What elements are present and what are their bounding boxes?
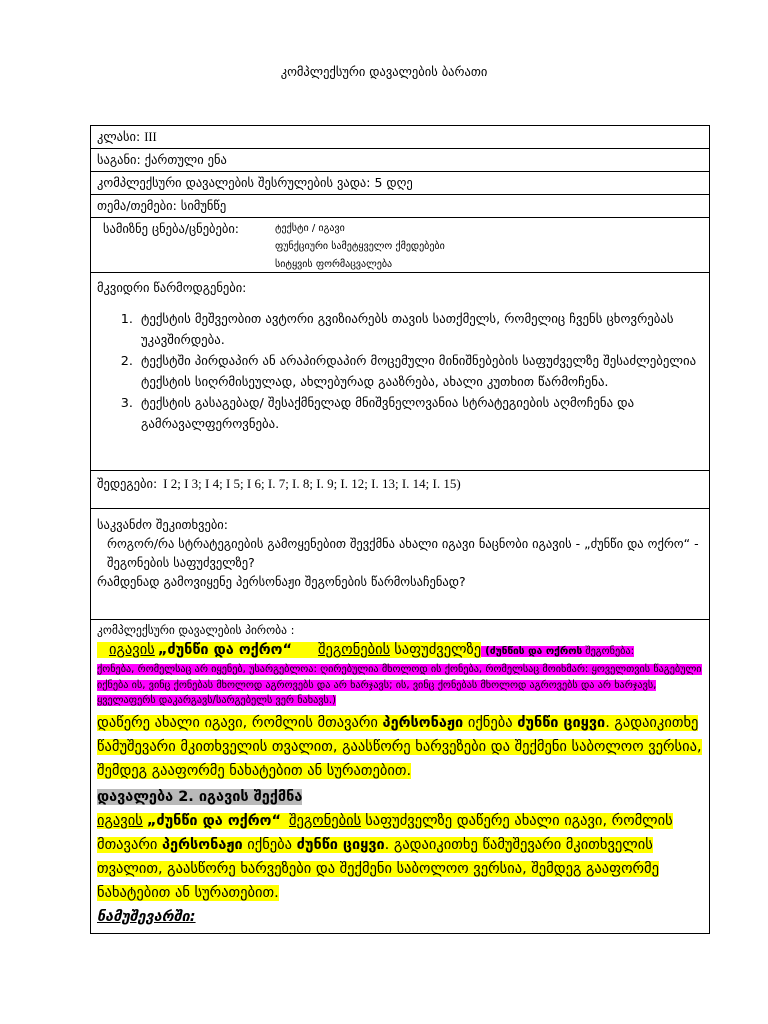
results-label: შედეგები:	[97, 476, 158, 491]
concepts-row	[91, 218, 709, 273]
class-row	[91, 126, 709, 149]
draft-label: ნამუშევარში:	[97, 908, 196, 925]
moral-text: ქონება, რომელსაც არ იყენებ, უსარგებლოა: ღირებულია მხოლოდ ის ქონება, რომელსაც მოიხმარ: ყოველთვის წაგებული იქნება ის, ვინც ქონებას მხოლოდ აგროვებს და არ ხარჯავს; ის, ვინც ქონებას მხოლოდ აგროვებს და არ ხარჯავს, ყველაფერს დაკარგავს/სარგებელს ვერ ნახავს.)	[97, 664, 702, 706]
duration-row: კომპლექსური დავალების შესრულების ვადა: 5 დღე	[91, 172, 709, 195]
task-2-text: იგავის „ძუნწი და ოქრო“ შეგონების საფუძველზე დაწერე ახალი იგავი, რომლის მთავარი პერსონაჟი იქნება ძუნწი ციყვი. გადაიკითხე წამუშევარი მკითხველის თვალით, გაასწორე ხარვეზები და შექმენი საბოლოო ვერსია, შემდეგ გააფორმე ნახატებით ან სურათებით.	[97, 812, 673, 901]
fable-word: იგავის	[97, 642, 155, 658]
task-label: კომპლექსური დავალების პირობა :	[97, 623, 295, 637]
concept-item: ფუნქციური სამეტყველო ქმედებები	[275, 241, 445, 252]
character-name: ძუნწი ციყვი	[517, 714, 606, 731]
results-row	[91, 471, 709, 509]
class-value: III	[144, 130, 157, 144]
subject-row: საგანი: ქართული ენა	[91, 149, 709, 172]
concept-item: ტექსტი / იგავი	[275, 223, 345, 234]
concept-item: სიტყვის ფორმაცვალება	[275, 259, 393, 270]
basis-word: საფუძველზე	[390, 642, 481, 658]
results-value: I 2; I 3; I 4; I 5; I 6; I. 7; I. 8; I. 9; I. 12; I. 13; I. 14; I. 15)	[163, 476, 461, 491]
idea-item: 3. ტექსტის გასაგებად/ შესაქმნელად მნიშვნელოვანია სტრატეგიების აღმოჩენა და გამრავალფეროვნება.	[137, 393, 709, 435]
task-card-table	[90, 125, 710, 934]
moral-lead: (ძუნწის და ოქროს	[481, 646, 582, 657]
question-2: რამდენად გამოვიყენე პერსონაჟი შეგონების წარმოსაჩენად?	[97, 574, 466, 589]
idea-item: 2. ტექსტში პირდაპირ ან არაპირდაპირ მოცემული მინიშნებების საფუძველზე შესაძლებელია ტექსტის სიღრმისეულად, ახლებურად გააზრება, ახალი კუთხით წარმოჩენა.	[137, 351, 709, 393]
topic-row: თემა/თემები: სიმუნწე	[91, 195, 709, 218]
page-title: კომპლექსური დავალების ბარათი	[280, 64, 488, 79]
class-label: კლასი:	[97, 129, 141, 144]
ideas-list	[91, 309, 709, 435]
concepts-label: სამიზნე ცნება/ცნებები:	[103, 221, 240, 236]
questions-label: საკვანძო შეკითხვები:	[97, 517, 228, 532]
moral-head: შეგონება:	[582, 646, 634, 657]
questions-row	[91, 509, 709, 620]
ideas-label: მკვიდრი წარმოდგენები:	[97, 280, 247, 295]
task-intro-line	[97, 638, 703, 662]
task-2-heading: დავალება 2. იგავის შექმნა	[97, 788, 303, 805]
ideas-row	[91, 273, 709, 471]
question-1: როგორ/რა სტრატეგიების გამოყენებით შევქმნა ახალი იგავი ნაცნობი იგავის - „ძუნწი და ოქრო“ - შეგონების საფუძველზე?	[107, 536, 699, 570]
task-row	[91, 620, 709, 933]
task-1-text: დაწერე ახალი იგავი, რომლის მთავარი პერსონაჟი იქნება ძუნწი ციყვი. გადაიკითხე წამუშევარი მკითხველის თვალით, გაასწორე ხარვეზები და შექმენი საბოლოო ვერსია, შემდეგ გააფორმე ნახატებით ან სურათებით.	[97, 714, 702, 779]
moral-word: შეგონების	[318, 642, 391, 658]
idea-item: 1. ტექსტის მეშვეობით ავტორი გვიზიარებს თავის სათქმელს, რომელიც ჩვენს ცხოვრებას უკავშირდება.	[137, 309, 709, 351]
fable-title: „ძუნწი და ოქრო“	[155, 642, 292, 658]
